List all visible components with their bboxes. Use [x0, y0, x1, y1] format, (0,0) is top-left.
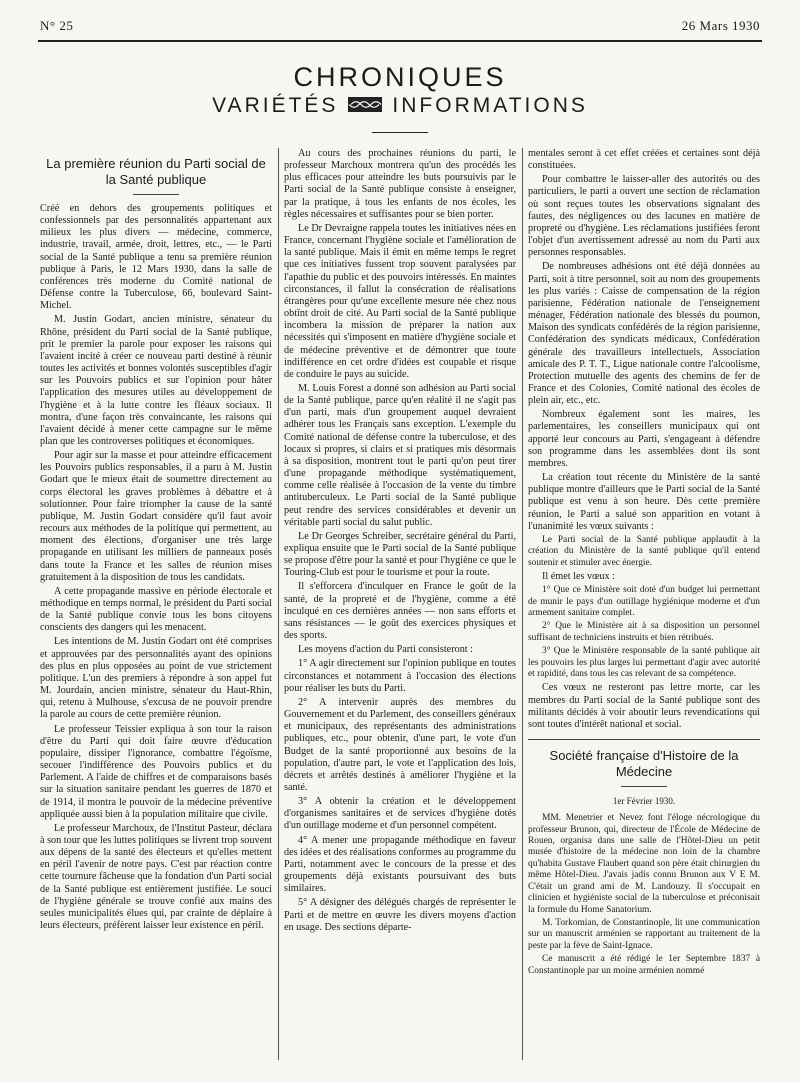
header-rule: [38, 40, 762, 42]
paragraph: Le professeur Marchoux, de l'Institut Pasteur, déclara à son tour que les luttes politiques se livrent trop souvent aux dépens de la santé des électeurs et qu'elles mettent en péril l'avenir de notre pays. C'est par réaction contre cette tournure fâcheuse que la fondation d'un Parti social de la Santé publique est entièrement justifiée. Le souci de l'hygiène générale se trouve confié aux mains des seules municipalités élues qui, par crainte de déplaire à leurs électeurs, préfèrent laisser leur existence en péril.: [40, 822, 273, 932]
paragraph: Il s'efforcera d'inculquer en France le goût de la santé, de la propreté et de l'hygiène, comme a été inculqué en ces dernières années — non sans efforts et sans résistances — le goût des exercices physiques et des sports.: [284, 581, 516, 642]
issue-number: N° 25: [40, 18, 74, 33]
column-divider: [278, 148, 279, 1060]
masthead-subtitle: [0, 94, 800, 118]
paragraph: La création tout récente du Ministère de la santé publique montre d'ailleurs que le Parti social de la Santé publique est venu à son heure. Dès cette première réunion, le Parti a salué son apparition en votant à l'unanimité les vœux suivants :: [528, 472, 760, 532]
paragraph: 2° A intervenir auprès des membres du Gouvernement et du Parlement, des conseillers généraux et municipaux, des représentants des administrations publiques, etc., pour obtenir, d'une part, le vote d'un Budget de la santé proportionné aux besoins de la population, d'autre part, le vote et l'application des lois, décrets et arrêtés destinés à améliorer l'hygiène et la santé.: [284, 696, 516, 793]
section-rule: [528, 739, 760, 740]
paragraph: Le Parti social de la Santé publique applaudit à la création du Ministère de la santé publique qu'il entend soutenir et stimuler avec énergie.: [528, 534, 760, 568]
subtitle-left: VARIÉTÉS: [212, 94, 339, 117]
paragraph: Pour combattre le laisser-aller des autorités ou des particuliers, le parti a ouvert une section de réclamation où sont reçues toutes les observations signalant des fautes, des négligences ou des lacunes en matière de propreté ou d'hygiène. Les réclamations justifiées feront l'objet d'un avertissement adressé au nom du Parti aux personnes responsables.: [528, 174, 760, 259]
paragraph: Les intentions de M. Justin Godart ont été comprises et approuvées par des personnalités ayant des opinions des plus en plus opposées au point de vue strictement politique. L'un des premiers à répondre à son appel fut M. Jourdain, ancien ministre, sénateur du Haut-Rhin, qui, retenu à Mulhouse, s'excusa de ne pouvoir prendre la parole au cours de cette première réunion.: [40, 636, 272, 721]
paragraph: Ces vœux ne resteront pas lettre morte, car les membres du Parti social de la Santé publique sont des militants décidés à voir aboutir leurs revendications qui sont toutes d'intérêt national et social.: [528, 682, 760, 730]
paragraph: Pour agir sur la masse et pour atteindre efficacement les Pouvoirs publics responsables, il a paru à M. Justin Godart que le mieux était de soumettre directement au corps électoral les graves problèmes à débattre et à solutionner. Pour faire triompher la cause de la santé publique, M. Justin Godart considère qu'il faut avoir recours aux méthodes de la politique qui permettent, au moment des élections, d'organiser une très large propagande en utilisant les milliers de panneaux posés dans toute la France et les salles de réunion mises gratuitement à la disposition de tous les candidats.: [40, 450, 272, 583]
paragraph: Les moyens d'action du Parti consisteront :: [298, 644, 473, 656]
masthead-title: CHRONIQUES: [293, 62, 507, 92]
paragraph: M. Justin Godart, ancien ministre, sénateur du Rhône, président du Parti social de la Santé publique, prit le premier la parole pour exposer les raisons qui l'avaient incité à créer ce nouveau parti destiné à réunir toutes les activités et bonnes volontés susceptibles d'agir sur les Pouvoirs publics et sur l'opinion pour hâter l'application des mesures utiles au développement de l'hygiène et à la lutte contre les fléaux sociaux. Il montra, d'une façon très convaincante, les raisons qui l'avaient décidé à mener cette campagne sur le même plan que les controverses politiques et économiques.: [40, 314, 272, 447]
paragraph: Créé en dehors des groupements politiques et confessionnels par des personnalités appartenant aux milieux les plus divers — médecine, commerce, industrie, travail, armée, droit, lettres, etc., — le Parti social de la Santé publique a tenu sa première réunion publique à Paris, le 12 Mars 1930, dans la salle de conférences très moderne du Comité national de Défense contre la Tuberculose, 66, boulevard Saint-Michel.: [40, 203, 272, 312]
paragraph: 1° Que ce Ministère soit doté d'un budget lui permettant de munir le pays d'un outillage hygiénique moderne et d'un armement sanitaire complet.: [528, 585, 760, 619]
paragraph: 5° A désigner des délégués chargés de représenter le Parti et de mettre en œuvre les divers moyens d'action en usage. Des sections départe-: [284, 897, 516, 933]
issue-date: 26 Mars 1930: [681, 18, 760, 33]
column-divider: [522, 148, 523, 1060]
paragraph: Ce manuscrit a été rédigé le 1er Septembre 1837 à Constantinople par un moine arménien nommé: [528, 954, 760, 976]
column-3: [528, 148, 760, 979]
paragraph: 1° A agir directement sur l'opinion publique en toutes circonstances et notamment à l'occasion des élections pour réaliser les buts du Parti.: [284, 658, 516, 694]
paragraph: MM. Menetrier et Nevez font l'éloge nécrologique du professeur Brunon, qui, directeur de l'École de Médecine de Rouen, organisa dans une salle de l'Hôtel-Dieu un petit musée d'histoire de la médecine non loin de la chambre qu'habita Gustave Flaubert quand son père était chirurgien du même Hôtel-Dieu. J'avais jadis connu Brunon aux V E M. C'était un grand ami de M. Landouzy. Il s'occupait en clinicien et hygiéniste social de la tuberculose et préconisait la formule du Home Sanatorium.: [528, 813, 760, 915]
paragraph: A cette propagande massive en période électorale et méthodique en temps normal, le président du Parti social de la Santé publique convie tous les bons citoyens conscients des dangers qui les menacent.: [40, 585, 272, 634]
article-heading: Société française d'Histoire de la Médecine: [549, 748, 739, 780]
ornament-icon: [348, 97, 382, 112]
paragraph: Le Dr Devraigne rappela toutes les initiatives nées en France, concernant l'hygiène sociale et l'amélioration de la santé publique. Mais il émit en même temps le regret que ces initiatives fussent trop souvent paralysées par l'apathie du public et des pouvoirs intéressés. En maintes circonstances, il fallut la consécration de réalisations étrangères pour qu'une excellente mesure née chez nous obtînt droit de cité. Au Parti social de la Santé publique incombera la mission de préparer la nation aux nécessités qui s'imposent en matière d'hygiène sociale et de médecine préventive et de démontrer que toute indifférence en cet ordre d'idées est coupable et risque de conduire le pays au suicide.: [284, 222, 516, 380]
heading-rule: [621, 786, 667, 787]
paragraph: 3° Que le Ministère responsable de la santé publique ait les pouvoirs les plus larges lui permettant d'agir avec autorité et rapidité, dans tous les cas relevant de sa compétence.: [528, 646, 760, 680]
article-heading: La première réunion du Parti social de la Santé publique: [46, 156, 266, 187]
masthead-rule: [372, 132, 428, 133]
paragraph: M. Torkomian, de Constantinople, lit une communication sur un manuscrit arménien se rapportant au traitement de la peste par la fève de Saint-Ignace.: [528, 917, 760, 951]
paragraph: De nombreuses adhésions ont été déjà données au Parti, soit à titre personnel, soit au nom des groupements les plus variés : Caisse de compensation de la région parisienne, Fédération nationale de l'enseignement ménager, Fédération nationale des blessés du poumon, Maison des syndicats confédérés de la région parisienne, Confédération des syndicats médicaux, Confédération générale des travailleurs intellectuels, Association amicale des P. T. T., Ligue nationale contre l'alcoolisme, Protection mutuelle des agents des chemins de fer de France et des Colonies, Comité national des écoles de plein air, etc., etc.: [528, 261, 760, 407]
heading-rule: [133, 194, 179, 195]
subtitle-right: INFORMATIONS: [392, 94, 588, 117]
paragraph: Au cours des prochaines réunions du parti, le professeur Marchoux montrera qu'un des procédés les plus efficaces pour atteindre les buts poursuivis par le Parti social de la Santé publique consiste à enseigner, par la pratique, à tous les enfants de nos écoles, les règles nécessaires et suffisantes pour se bien porter.: [284, 148, 516, 220]
paragraph: M. Louis Forest a donné son adhésion au Parti social de la Santé publique, parce qu'en réalité il ne s'agit pas d'un parti, mais d'un groupement auquel devraient adhérer tous les Français sans exception. L'exemple du Comité national de défense contre la tuberculose, et des locaux si propres, si clairs et si pratiques mis désormais à sa disposition, montrent tout le parti qu'on peut tirer d'une propagande méthodique systématiquement, comme celle réalisée à l'occasion de la vente du timbre antituberculeux. Le Parti social de la Santé publique peut rendre des services considérables et devenir un véritable parti social du salut public.: [284, 382, 516, 528]
paragraph: 2° Que le Ministère ait à sa disposition un personnel suffisant de techniciens instruits et bien rétribués.: [528, 621, 760, 643]
paragraph: mentales seront à cet effet créées et certaines sont déjà constituées.: [528, 148, 760, 172]
column-1: [40, 148, 272, 934]
paragraph: Le Dr Georges Schreiber, secrétaire général du Parti, expliqua ensuite que le Parti social de la Santé publique se propose d'être pour la santé et pour l'hygiène ce que le Touring-Club est pour le tourisme et pour la route.: [284, 530, 516, 579]
paragraph: Le professeur Teissier expliqua à son tour la raison d'être du Parti qui doit faire œuvre d'éducation populaire, dissiper l'ignorance, combattre l'égoïsme, secouer l'indifférence des Pouvoirs publics et du Parlement. A l'aide de chiffres et de comparaisons basés sur la situation sanitaire pendant les guerres de 1870 et de 1914, il montra le pouvoir de la médecine préventive appliquée aussi bien à la population militaire que civile.: [40, 723, 272, 820]
paragraph: Nombreux également sont les maires, les parlementaires, les conseillers municipaux qui ont apporté leur concours au Parti, s'engageant à défendre son programme dans les assemblées dont ils sont membres.: [528, 409, 760, 469]
paragraph: Il émet les vœux :: [542, 571, 615, 583]
meeting-date: 1er Février 1930.: [612, 796, 676, 807]
paragraph: 3° A obtenir la création et le développement d'organismes sanitaires et de services d'hygiène dotés d'un outillage moderne et d'un personnel compétent.: [284, 796, 516, 832]
column-2: [284, 148, 516, 936]
paragraph: 4° A mener une propagande méthodique en faveur des idées et des réalisations conformes au programme du Parti, notamment avec le concours de la presse et des groupements déjà existants poursuivant des buts similaires.: [284, 834, 516, 895]
